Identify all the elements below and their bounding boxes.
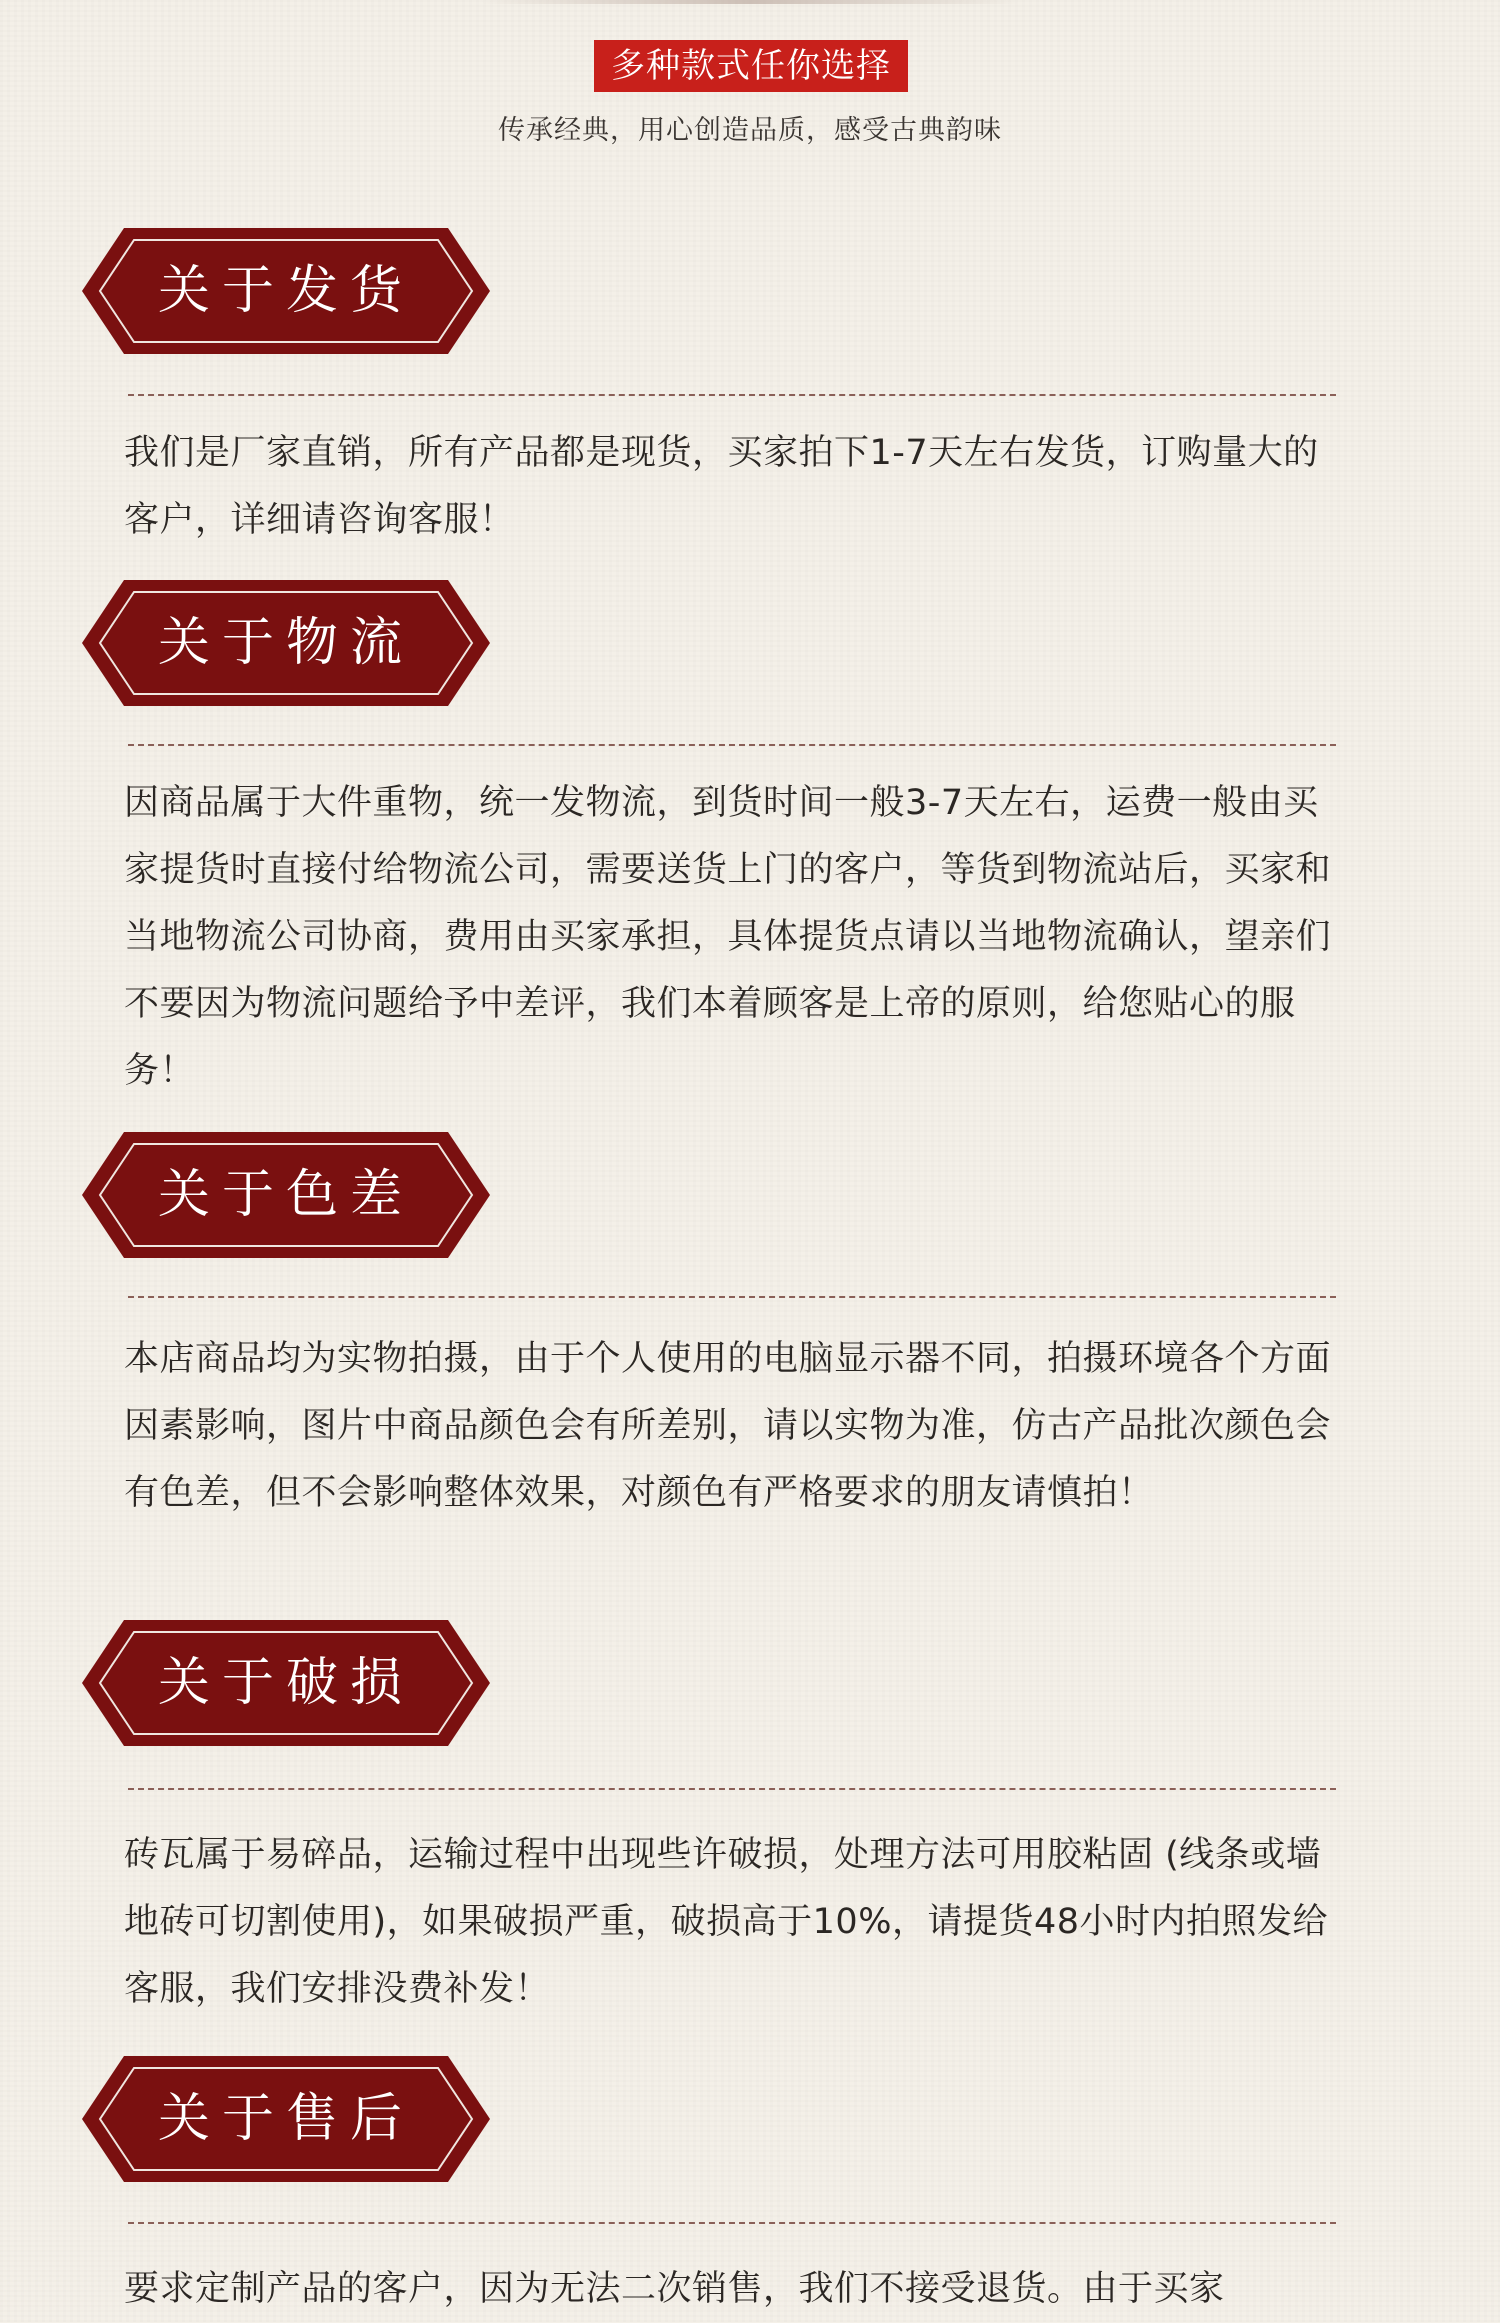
top-decoration xyxy=(480,0,1020,4)
section-divider xyxy=(128,2222,1336,2224)
section-title: 关于售后 xyxy=(157,2089,414,2149)
section-header-logistics xyxy=(82,580,490,706)
section-title: 关于色差 xyxy=(157,1165,414,1225)
section-header-damage xyxy=(82,1620,490,1746)
section-divider xyxy=(128,394,1336,396)
section-header-color-difference xyxy=(82,1132,490,1258)
section-title: 关于物流 xyxy=(157,613,414,673)
tagline-banner: 多种款式任你选择 xyxy=(594,40,908,92)
section-title: 关于破损 xyxy=(157,1653,414,1713)
section-text: 要求定制产品的客户，因为无法二次销售，我们不接受退货。由于买家 xyxy=(124,2269,1225,2309)
section-text: 我们是厂家直销，所有产品都是现货，买家拍下1-7天左右发货，订购量大的客户，详细请咨询客服！ xyxy=(124,433,1319,540)
section-divider xyxy=(128,1296,1336,1298)
section-header-shipping xyxy=(82,228,490,354)
section-header-after-sales xyxy=(82,2056,490,2182)
section-text: 本店商品均为实物拍摄，由于个人使用的电脑显示器不同，拍摄环境各个方面因素影响，图片中商品颜色会有所差别，请以实物为准，仿古产品批次颜色会有色差，但不会影响整体效果，对颜色有严格要求的朋友请慎拍！ xyxy=(124,1339,1332,1513)
subtitle: 传承经典，用心创造品质，感受古典韵味 xyxy=(498,115,1002,146)
section-divider xyxy=(128,1788,1336,1790)
section-text: 因商品属于大件重物，统一发物流，到货时间一般3-7天左右，运费一般由买家提货时直接付给物流公司，需要送货上门的客户，等货到物流站后，买家和当地物流公司协商，费用由买家承担，具体提货点请以当地物流确认，望亲们不要因为物流问题给予中差评，我们本着顾客是上帝的原则，给您贴心的服务！ xyxy=(124,783,1332,1091)
section-divider xyxy=(128,744,1336,746)
section-text: 砖瓦属于易碎品，运输过程中出现些许破损，处理方法可用胶粘固 (线条或墙地砖可切割使用)，如果破损严重，破损高于10%，请提货48小时内拍照发给客服，我们安排没费补发！ xyxy=(124,1835,1328,2009)
section-title: 关于发货 xyxy=(157,261,414,321)
